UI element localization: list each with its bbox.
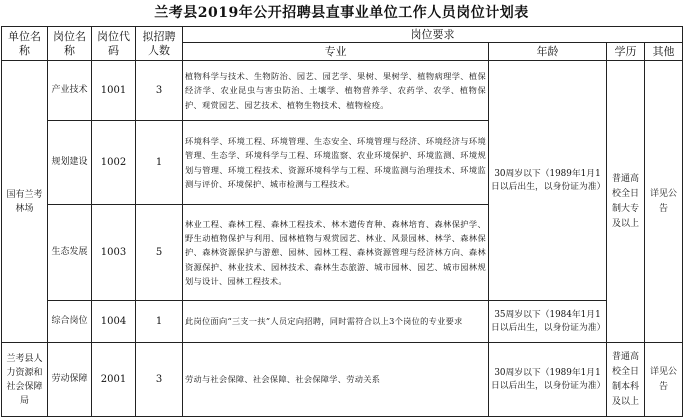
header-post-name: 岗位名称 <box>48 27 92 61</box>
post-name-cell: 综合岗位 <box>48 301 92 343</box>
recruitment-plan-table <box>1 26 683 417</box>
education-cell: 普通高校全日制本科及以上 <box>607 343 645 417</box>
other-cell: 详见公告 <box>645 61 683 343</box>
major-cell: 植物科学与技术、生物防治、园艺、园艺学、果树、果树学、植物病理学、植保经济学、农业昆虫与害虫防治、土壤学、植物营养学、农药学、农学、植物保护、观赏园艺、园艺技术、植物生物技术、植物检疫。 <box>183 61 489 121</box>
education-cell: 普通高校全日制大专及以上 <box>607 61 645 343</box>
other-cell: 详见公告 <box>645 343 683 417</box>
count-cell: 1 <box>136 301 183 343</box>
unit-cell: 兰考县人力资源和社会保障局 <box>2 343 48 417</box>
age-cell: 30周岁以下（1989年1月1日以后出生，以身份证为准） <box>489 61 607 301</box>
age-cell: 30周岁以下（1989年1月1日以后出生，以身份证为准） <box>489 343 607 417</box>
header-other: 其他 <box>645 43 683 61</box>
table-title: 兰考县2019年公开招聘县直事业单位工作人员岗位计划表 <box>154 5 529 21</box>
header-education: 学历 <box>607 43 645 61</box>
table-row <box>2 61 683 121</box>
count-cell: 3 <box>136 343 183 417</box>
post-code-cell: 2001 <box>92 343 136 417</box>
count-cell: 1 <box>136 121 183 205</box>
count-cell: 3 <box>136 61 183 121</box>
table-row <box>2 301 683 343</box>
header-unit: 单位名称 <box>2 27 48 61</box>
post-name-cell: 生态发展 <box>48 205 92 301</box>
post-code-cell: 1002 <box>92 121 136 205</box>
major-cell: 林业工程、森林工程、森林工程技术、林木遗传育种、森林培育、森林保护学、野生动植物保护与利用、园林植物与观赏园艺、林业、风景园林、林学、森林保护、森林资源保护与游憩、园林、园林工程、森林资源管理与经济林方向、森林资源保护、林业技术、园林技术、森林生态旅游、城市园林、园艺、城市园林规划与设计、园林工程技术。 <box>183 205 489 301</box>
post-code-cell: 1001 <box>92 61 136 121</box>
unit-cell: 国有兰考林场 <box>2 61 48 343</box>
post-code-cell: 1004 <box>92 301 136 343</box>
header-count: 拟招聘人数 <box>136 27 183 61</box>
count-cell: 5 <box>136 205 183 301</box>
post-name-cell: 规划建设 <box>48 121 92 205</box>
age-cell: 35周岁以下（1984年1月1日以后出生，以身份证为准） <box>489 301 607 343</box>
major-cell: 环境科学、环境工程、环境管理、生态安全、环境管理与经济、环境经济与环境管理、生态学、环境科学与工程、环境监察、农业环境保护、环境监测、环境规划与管理、环境工程技术、资源环境科学与工程、环境监测与治理技术、环境监测与评价、环境保护、城市检测与工程技术。 <box>183 121 489 205</box>
post-code-cell: 1003 <box>92 205 136 301</box>
post-name-cell: 劳动保障 <box>48 343 92 417</box>
header-major: 专业 <box>183 43 489 61</box>
header-post-code: 岗位代码 <box>92 27 136 61</box>
header-row <box>2 27 683 43</box>
post-name-cell: 产业技术 <box>48 61 92 121</box>
major-cell: 此岗位面向“三支一扶”人员定向招聘，同时需符合以上3个岗位的专业要求 <box>183 301 489 343</box>
major-cell: 劳动与社会保障、社会保障、社会保障学、劳动关系 <box>183 343 489 417</box>
header-requirements: 岗位要求 <box>183 27 683 43</box>
header-age: 年龄 <box>489 43 607 61</box>
table-row <box>2 343 683 417</box>
